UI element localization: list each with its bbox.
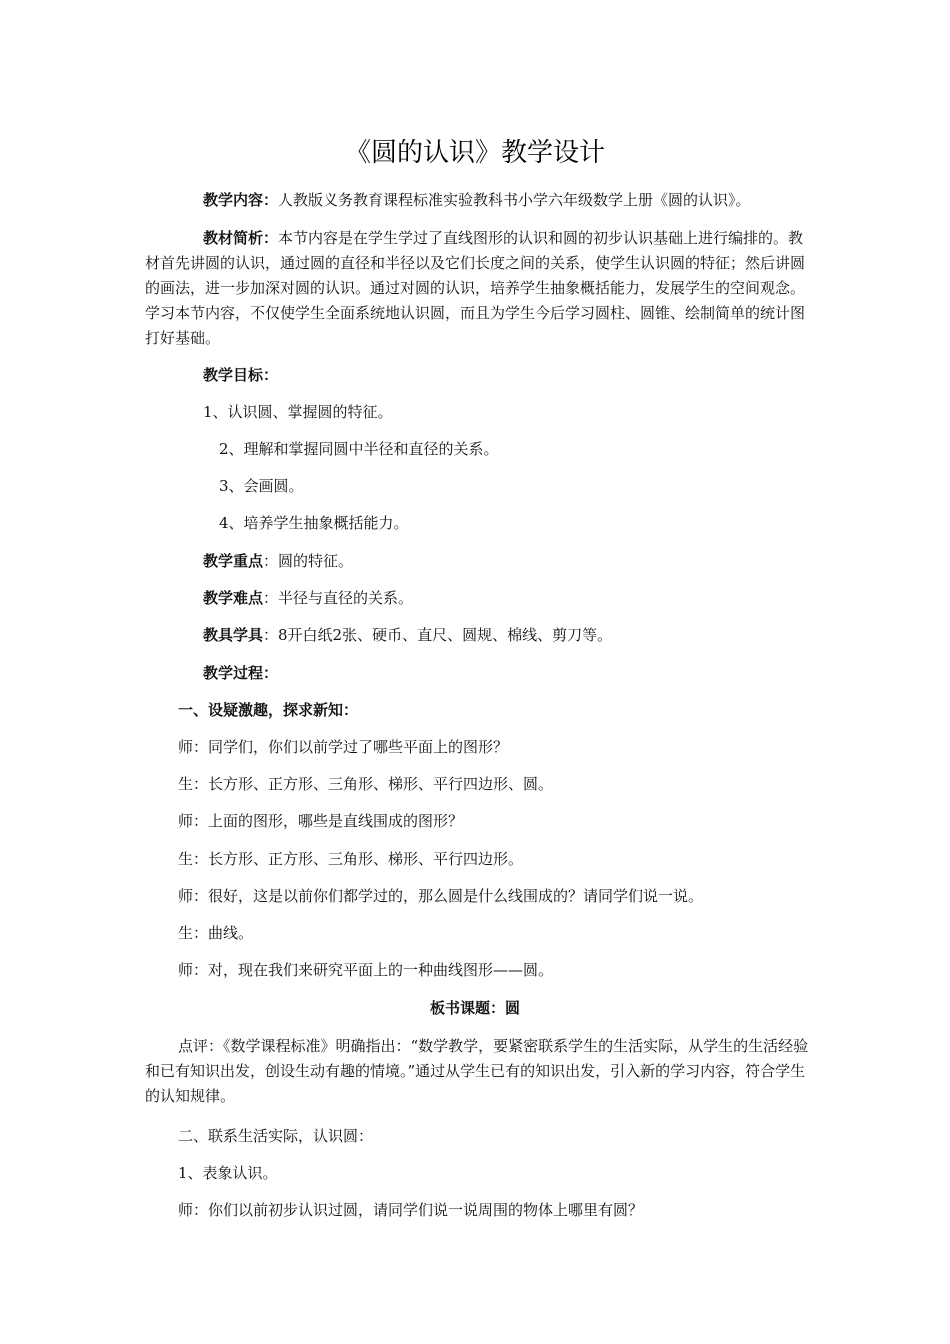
goal-item: 4、培养学生抽象概括能力。 xyxy=(219,514,409,532)
difficulty-line xyxy=(203,588,413,608)
analysis-label: 教材简析： xyxy=(203,229,279,247)
dialogue-line: 生：曲线。 xyxy=(178,924,254,942)
tools-line xyxy=(203,625,612,645)
tools-label: 教具学具 xyxy=(203,626,264,644)
dialogue-line: 师：对，现在我们来研究平面上的一种曲线图形——圆。 xyxy=(178,961,554,979)
section1-heading: 一、设疑激趣，探求新知： xyxy=(178,701,359,719)
difficulty-label: 教学难点 xyxy=(203,589,264,607)
key-point-label: 教学重点 xyxy=(203,552,264,570)
key-point-text: ：圆的特征。 xyxy=(263,552,354,570)
comment-paragraph: 点评：《数学课程标准》明确指出：“数学教学，要紧密联系学生的生活实际，从学生的生活经验和已有知识出发，创设生动有趣的情境。”通过从学生已有的知识出发，引入新的学习内容，符合学生的认知规律。 xyxy=(145,1037,809,1105)
tools-text: ：8开白纸2张、硬币、直尺、圆规、棉线、剪刀等。 xyxy=(263,626,613,644)
goal-item: 1、认识圆、掌握圆的特征。 xyxy=(203,403,393,421)
dialogue-line: 师：上面的图形，哪些是直线围成的图形？ xyxy=(178,812,464,830)
dialogue-line: 生：长方形、正方形、三角形、梯形、平行四边形、圆。 xyxy=(178,775,554,793)
goals-label: 教学目标： xyxy=(203,366,279,384)
goal-item: 2、理解和掌握同圆中半径和直径的关系。 xyxy=(219,440,499,458)
difficulty-text: ：半径与直径的关系。 xyxy=(263,589,414,607)
dialogue-line: 师：你们以前初步认识过圆，请同学们说一说周围的物体上哪里有圆？ xyxy=(178,1201,644,1219)
section2-heading: 二、联系生活实际，认识圆： xyxy=(178,1127,374,1145)
dialogue-line: 生：长方形、正方形、三角形、梯形、平行四边形。 xyxy=(178,850,524,868)
analysis-text: 本节内容是在学生学过了直线图形的认识和圆的初步认识基础上进行编排的。教材首先讲圆的认识，通过圆的直径和半径以及它们长度之间的关系，使学生认识圆的特征；然后讲圆的画法，进一步加深对圆的认识。通过对圆的认识，培养学生抽象概括能力，发展学生的空间观念。学习本节内容，不仅使学生全面系统地认识圆，而且为学生今后学习圆柱、圆锥、绘制简单的统计图打好基础。 xyxy=(145,229,806,347)
section2-subheading: 1、表象认识。 xyxy=(178,1164,278,1182)
analysis-paragraph xyxy=(145,226,811,351)
document-title: 《圆的认识》教学设计 xyxy=(344,138,605,168)
board-title: 板书课题：圆 xyxy=(429,999,520,1017)
dialogue-line: 师：同学们，你们以前学过了哪些平面上的图形？ xyxy=(178,738,509,756)
content-label: 教学内容： xyxy=(203,191,279,209)
dialogue-line: 师：很好，这是以前你们都学过的，那么圆是什么线围成的？请同学们说一说。 xyxy=(178,887,704,905)
goal-item: 3、会画圆。 xyxy=(219,477,304,495)
content-line xyxy=(203,190,751,210)
key-point-line xyxy=(203,551,353,571)
process-label: 教学过程： xyxy=(203,664,279,682)
content-text: 人教版义务教育课程标准实验教科书小学六年级数学上册《圆的认识》。 xyxy=(278,191,751,209)
